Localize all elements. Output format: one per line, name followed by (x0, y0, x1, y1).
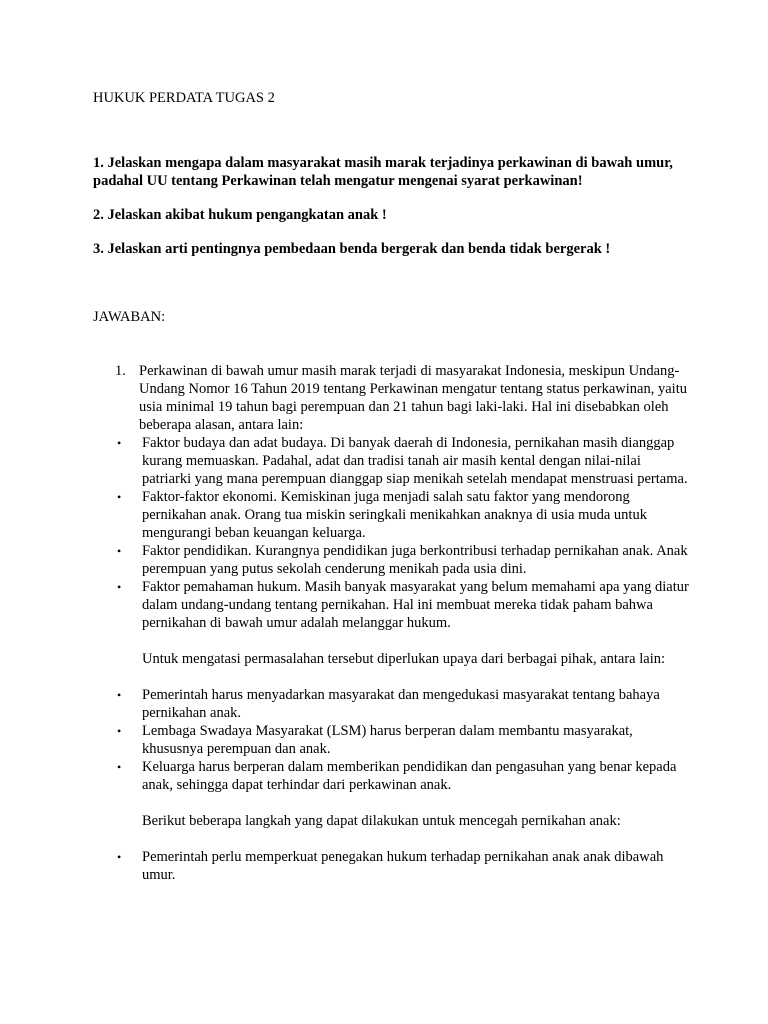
steps-intro: Berikut beberapa langkah yang dapat dilakukan untuk mencegah pernikahan anak: (142, 813, 621, 829)
reason-text: Faktor pendidikan. Kurangnya pendidikan juga berkontribusi terhadap pernikahan anak. Anak perempuan yang putus sekolah cenderung menikah pada usia dini. (142, 543, 688, 577)
questions-section (93, 154, 693, 258)
reasons-list (93, 434, 693, 632)
list-item (93, 542, 693, 578)
bullet-icon: • (117, 724, 122, 738)
bullet-icon: • (117, 436, 122, 450)
list-item (93, 758, 693, 794)
reason-text: Faktor pemahaman hukum. Masih banyak masyarakat yang belum memahami apa yang diatur dalam undang-undang tentang pernikahan. Hal ini membuat mereka tidak paham bahwa pernikahan di bawah umur adalah melanggar hukum. (142, 579, 689, 631)
solutions-intro: Untuk mengatasi permasalahan tersebut diperlukan upaya dari berbagai pihak, antara lain: (142, 651, 666, 667)
bullet-icon: • (117, 688, 122, 702)
solutions-list (93, 686, 693, 794)
steps-list (93, 848, 693, 884)
bullet-icon: • (117, 760, 122, 774)
list-number: 1. (115, 363, 126, 379)
solution-text: Keluarga harus berperan dalam memberikan pendidikan dan pengasuhan yang benar kepada anak, sehingga dapat terhindar dari perkawinan anak. (142, 759, 677, 793)
document-title: HUKUK PERDATA TUGAS 2 (93, 90, 275, 106)
bullet-icon: • (117, 490, 122, 504)
answer-heading: JAWABAN: (93, 309, 166, 325)
bullet-icon: • (117, 580, 122, 594)
solution-text: Pemerintah harus menyadarkan masyarakat dan mengedukasi masyarakat tentang bahaya pernikahan anak. (142, 687, 660, 721)
question-2: 2. Jelaskan akibat hukum pengangkatan anak ! (93, 207, 387, 223)
bullet-icon: • (117, 544, 122, 558)
question-3: 3. Jelaskan arti pentingnya pembedaan benda bergerak dan benda tidak bergerak ! (93, 241, 611, 257)
bullet-icon: • (117, 850, 122, 864)
list-item (93, 434, 693, 488)
step-text: Pemerintah perlu memperkuat penegakan hukum terhadap pernikahan anak anak dibawah umur. (142, 849, 664, 883)
answers-section (93, 362, 693, 884)
list-item (93, 848, 693, 884)
reason-text: Faktor-faktor ekonomi. Kemiskinan juga menjadi salah satu faktor yang mendorong pernikahan anak. Orang tua miskin seringkali menikahkan anaknya di usia muda untuk mengurangi beban keuangan keluarga. (142, 489, 647, 541)
question-1: 1. Jelaskan mengapa dalam masyarakat masih marak terjadinya perkawinan di bawah umur, padahal UU tentang Perkawinan telah mengatur mengenai syarat perkawinan! (93, 155, 673, 189)
answer-1-intro-text: Perkawinan di bawah umur masih marak terjadi di masyarakat Indonesia, meskipun Undang-Undang Nomor 16 Tahun 2019 tentang Perkawinan mengatur tentang status perkawinan, yaitu usia minimal 19 tahun bagi perempuan dan 21 tahun bagi laki-laki. Hal ini disebabkan oleh beberapa alasan, antara lain: (139, 363, 687, 433)
answer-1-intro (93, 362, 693, 434)
list-item (93, 722, 693, 758)
list-item (93, 686, 693, 722)
list-item (93, 578, 693, 632)
reason-text: Faktor budaya dan adat budaya. Di banyak daerah di Indonesia, pernikahan masih dianggap kurang memuaskan. Padahal, adat dan tradisi tanah air masih kental dengan nilai-nilai patriarki yang mana perempuan dianggap siap menikah setelah mendapat menstruasi pertama. (142, 435, 688, 487)
solution-text: Lembaga Swadaya Masyarakat (LSM) harus berperan dalam membantu masyarakat, khususnya perempuan dan anak. (142, 723, 633, 757)
list-item (93, 488, 693, 542)
